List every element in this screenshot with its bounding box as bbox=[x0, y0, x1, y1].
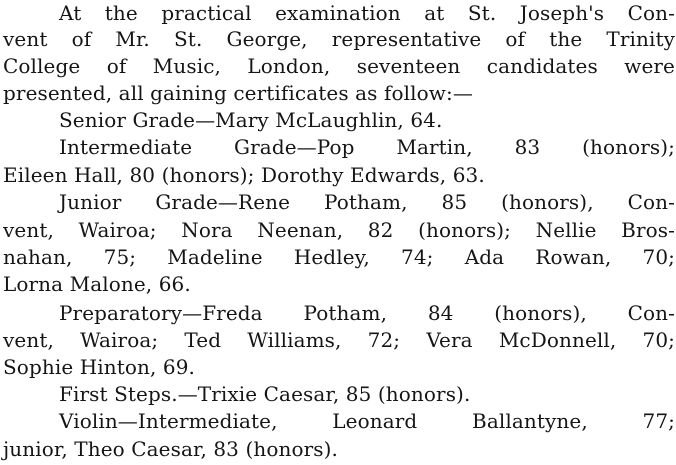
article-line: Violin—Intermediate, Leonard Ballantyne, 77; bbox=[59, 409, 675, 433]
article-line: Lorna Malone, 66. bbox=[3, 272, 191, 296]
article-line: nahan, 75; Madeline Hedley, 74; Ada Rowan, 70; bbox=[3, 245, 675, 269]
article-line: Intermediate Grade—Pop Martin, 83 (honors); bbox=[59, 135, 675, 159]
article-line: vent, Wairoa; Ted Williams, 72; Vera McDonnell, 70; bbox=[3, 328, 675, 352]
article-line: vent, Wairoa; Nora Neenan, 82 (honors); Nellie Bros- bbox=[3, 218, 675, 242]
article-line: Senior Grade—Mary McLaughlin, 64. bbox=[59, 108, 443, 132]
article-line: Junior Grade—Rene Potham, 85 (honors), Con- bbox=[59, 190, 675, 214]
article-line: presented, all gaining certificates as follow:— bbox=[3, 81, 473, 105]
article-line: Sophie Hinton, 69. bbox=[3, 355, 196, 379]
article-line: junior, Theo Caesar, 83 (honors). bbox=[3, 437, 338, 461]
article-line: Preparatory—Freda Potham, 84 (honors), Con- bbox=[59, 301, 675, 325]
article-line: vent of Mr. St. George, representative of the Trinity bbox=[3, 27, 675, 51]
article-line: First Steps.—Trixie Caesar, 85 (honors). bbox=[59, 382, 471, 406]
article-line: College of Music, London, seventeen candidates were bbox=[3, 54, 675, 78]
article-line: Eileen Hall, 80 (honors); Dorothy Edwards, 63. bbox=[3, 163, 485, 187]
article-line: At the practical examination at St. Joseph's Con- bbox=[59, 1, 675, 25]
